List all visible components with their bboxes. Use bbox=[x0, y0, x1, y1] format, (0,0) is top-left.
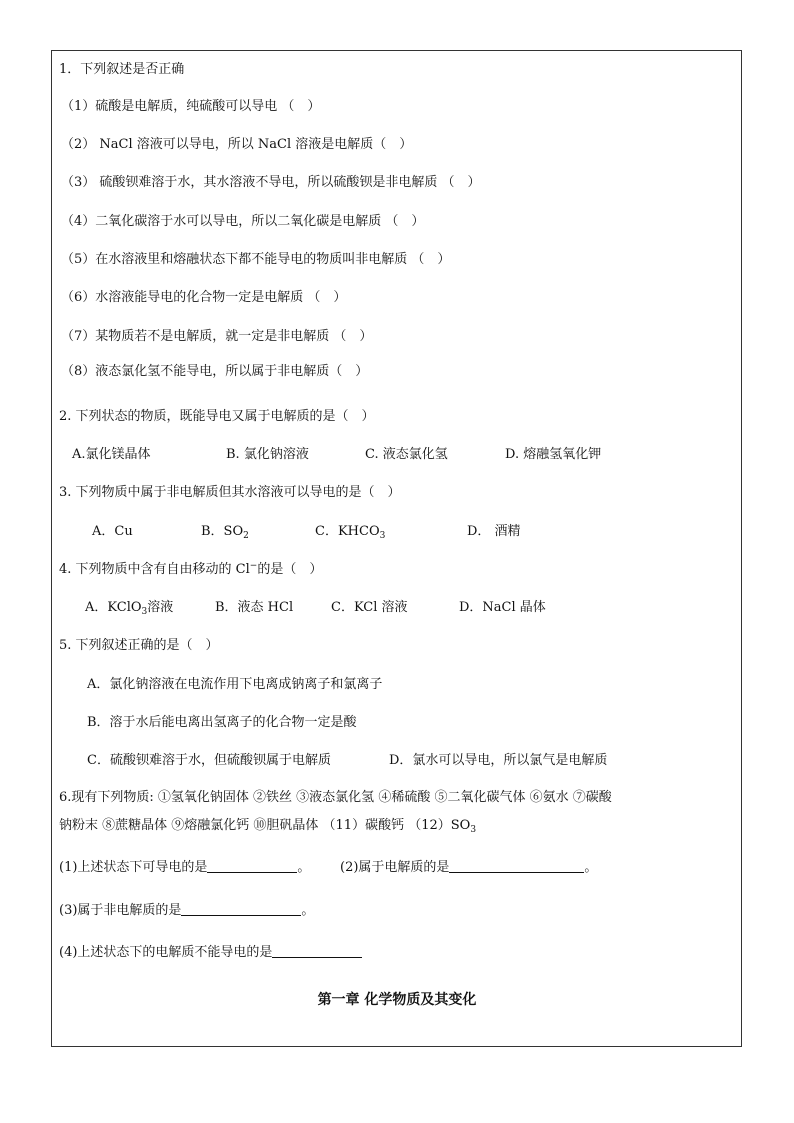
q5-option-a: A．氯化钠溶液在电流作用下电离成钠离子和氯离子 bbox=[87, 677, 383, 692]
q6-part-4: (4)上述状态下的电解质不能导电的是 bbox=[59, 943, 362, 963]
chapter-title: 第一章 化学物质及其变化 bbox=[317, 992, 477, 1008]
q1-item-6: （6）水溶液能导电的化合物一定是电解质 （ ） bbox=[61, 290, 347, 305]
q2-option-c: C. 液态氯化氢 bbox=[365, 447, 448, 462]
q2-option-b: B. 氯化钠溶液 bbox=[226, 447, 309, 462]
q6-part-1: (1)上述状态下可导电的是 。 bbox=[59, 860, 311, 875]
q5-stem: 5. 下列叙述正确的是（ ） bbox=[59, 638, 219, 653]
q6-substance-list-line2: 钠粉末 ⑧蔗糖晶体 ⑨熔融氯化钙 ⑩胆矾晶体 （11）碳酸钙 $(12)SO_3$ bbox=[59, 818, 477, 835]
answer-blank-4[interactable] bbox=[272, 943, 362, 958]
q2-stem: 2. 下列状态的物质，既能导电又属于电解质的是（ ） bbox=[59, 409, 375, 424]
q1-item-5: （5）在水溶液里和熔融状态下都不能导电的物质叫非电解质 （ ） bbox=[61, 252, 451, 267]
q6-substance-list-line1: 6.现有下列物质: ①氢氧化钠固体 ②铁丝 ③液态氯化氢 ④稀硫酸 ⑤二氧化碳气体 ⑥氨水 ⑦碳酸 bbox=[59, 790, 612, 805]
q4-stem: 4. 下列物质中含有自由移动的 Cl−的是（ ） bbox=[59, 561, 323, 577]
q6-part-3: (3)属于非电解质的是 。 bbox=[59, 903, 315, 918]
q2-option-d: D. 熔融氢氧化钾 bbox=[505, 447, 602, 462]
q1-item-8: （8）液态氯化氢不能导电，所以属于非电解质（ ） bbox=[61, 364, 369, 379]
answer-blank-1[interactable] bbox=[207, 858, 297, 873]
q1-item-2: （2） NaCl 溶液可以导电，所以 NaCl 溶液是电解质（ ） bbox=[61, 137, 413, 152]
q1-item-7: （7）某物质若不是电解质，就一定是非电解质 （ ） bbox=[61, 329, 373, 344]
q5-option-d: D．氯水可以导电，所以氯气是电解质 bbox=[389, 753, 608, 768]
worksheet-frame bbox=[51, 50, 742, 1047]
q4-option-d: D．NaCl 晶体 bbox=[459, 600, 546, 615]
q4-option-a: A．KClO$_3$溶液 bbox=[85, 600, 174, 617]
q4-option-c: C．KCl 溶液 bbox=[331, 600, 408, 615]
q4-option-b: B．液态 HCl bbox=[215, 600, 294, 615]
q3-option-b: B．$SO_2$ bbox=[201, 524, 249, 541]
q2-option-a: A.氯化镁晶体 bbox=[72, 447, 151, 462]
q5-option-c: C．硫酸钡难溶于水，但硫酸钡属于电解质 bbox=[87, 753, 331, 768]
q3-option-a: A．Cu bbox=[92, 524, 133, 539]
q3-stem: 3. 下列物质中属于非电解质但其水溶液可以导电的是（ ） bbox=[59, 485, 401, 500]
q3-option-d: D． 酒精 bbox=[467, 524, 521, 539]
q5-option-b: B．溶于水后能电离出氢离子的化合物一定是酸 bbox=[87, 715, 357, 730]
q1-item-1: （1）硫酸是电解质，纯硫酸可以导电 （ ） bbox=[61, 99, 321, 114]
q3-option-c: C．$KHCO_3$ bbox=[315, 524, 386, 541]
answer-blank-2[interactable] bbox=[449, 858, 584, 873]
q6-part-2: (2)属于电解质的是 。 bbox=[340, 860, 598, 875]
q1-stem: 1．下列叙述是否正确 bbox=[59, 62, 185, 77]
answer-blank-3[interactable] bbox=[181, 901, 301, 916]
q1-item-4: （4）二氧化碳溶于水可以导电，所以二氧化碳是电解质 （ ） bbox=[61, 214, 425, 229]
q1-item-3: （3） 硫酸钡难溶于水，其水溶液不导电，所以硫酸钡是非电解质 （ ） bbox=[61, 175, 481, 190]
